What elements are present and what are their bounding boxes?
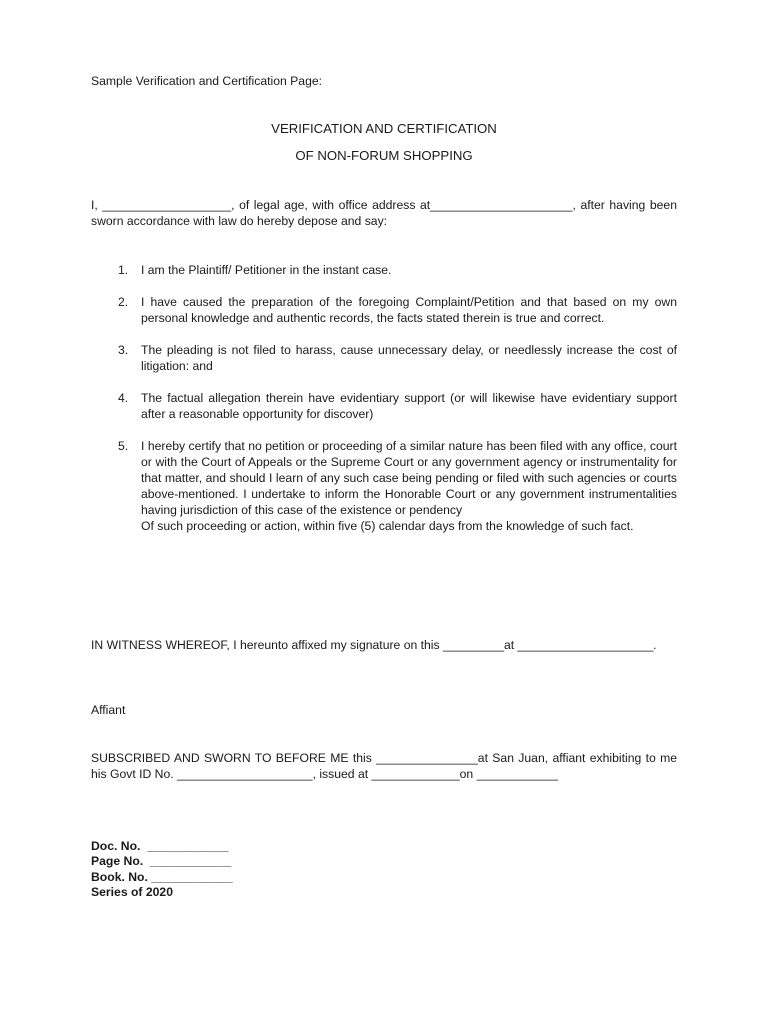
- series-line: Series of 2020: [91, 884, 173, 899]
- affiant-label: Affiant: [91, 703, 126, 717]
- doc-no-line: Doc. No. ____________: [91, 839, 229, 853]
- list-item-number: 1.: [118, 263, 129, 277]
- notarial-doc-block: [91, 839, 233, 900]
- list-item-text-continued: Of such proceeding or action, within five (5) calendar days from the knowledge of such fact.: [141, 519, 634, 533]
- list-item-number: 4.: [118, 391, 129, 405]
- list-item-number: 3.: [118, 343, 129, 357]
- subscribed-paragraph: SUBSCRIBED AND SWORN TO BEFORE ME this _______________at San Juan, affiant exhibiting to me his Govt ID No. ____________________, issued at _____________on ____________: [91, 751, 677, 781]
- list-item: [91, 390, 677, 422]
- list-item-text: I am the Plaintiff/ Petitioner in the instant case.: [141, 263, 392, 277]
- list-item: [91, 438, 677, 534]
- intro-paragraph: I, ___________________, of legal age, with office address at_____________________, after having been sworn accordance with law do hereby depose and say:: [91, 198, 677, 228]
- witness-paragraph: IN WITNESS WHEREOF, I hereunto affixed my signature on this _________at ____________________.: [91, 638, 657, 652]
- list-item-number: 5.: [118, 439, 129, 453]
- list-item-number: 2.: [118, 295, 129, 309]
- numbered-statements: [91, 262, 677, 534]
- document-heading-line-1: VERIFICATION AND CERTIFICATION: [271, 121, 497, 136]
- page-title: Sample Verification and Certification Page:: [91, 74, 323, 88]
- list-item-text: I hereby certify that no petition or proceeding of a similar nature has been filed with any office, court or with the Court of Appeals or the Supreme Court or any government agency or instrumentality for that matter, and should I learn of any such case being pending or filed with such agencies or courts above-mentioned. I undertake to inform the Honorable Court or any government instrumentalities having jurisdiction of this case of the existence or pendency: [141, 439, 677, 517]
- list-item-text: The factual allegation therein have evidentiary support (or will likewise have evidentiary support after a reasonable opportunity for discover): [141, 391, 677, 421]
- list-item-text: The pleading is not filed to harass, cause unnecessary delay, or needlessly increase the cost of litigation: and: [141, 343, 677, 373]
- book-no-line: Book. No. ____________: [91, 869, 233, 884]
- list-item: [91, 294, 677, 326]
- page-no-line: Page No. ____________: [91, 854, 232, 869]
- list-item: [91, 262, 677, 278]
- document-heading-line-2: OF NON-FORUM SHOPPING: [295, 148, 473, 163]
- list-item-text: I have caused the preparation of the foregoing Complaint/Petition and that based on my own personal knowledge and authentic records, the facts stated therein is true and correct.: [141, 295, 677, 325]
- list-item: [91, 342, 677, 374]
